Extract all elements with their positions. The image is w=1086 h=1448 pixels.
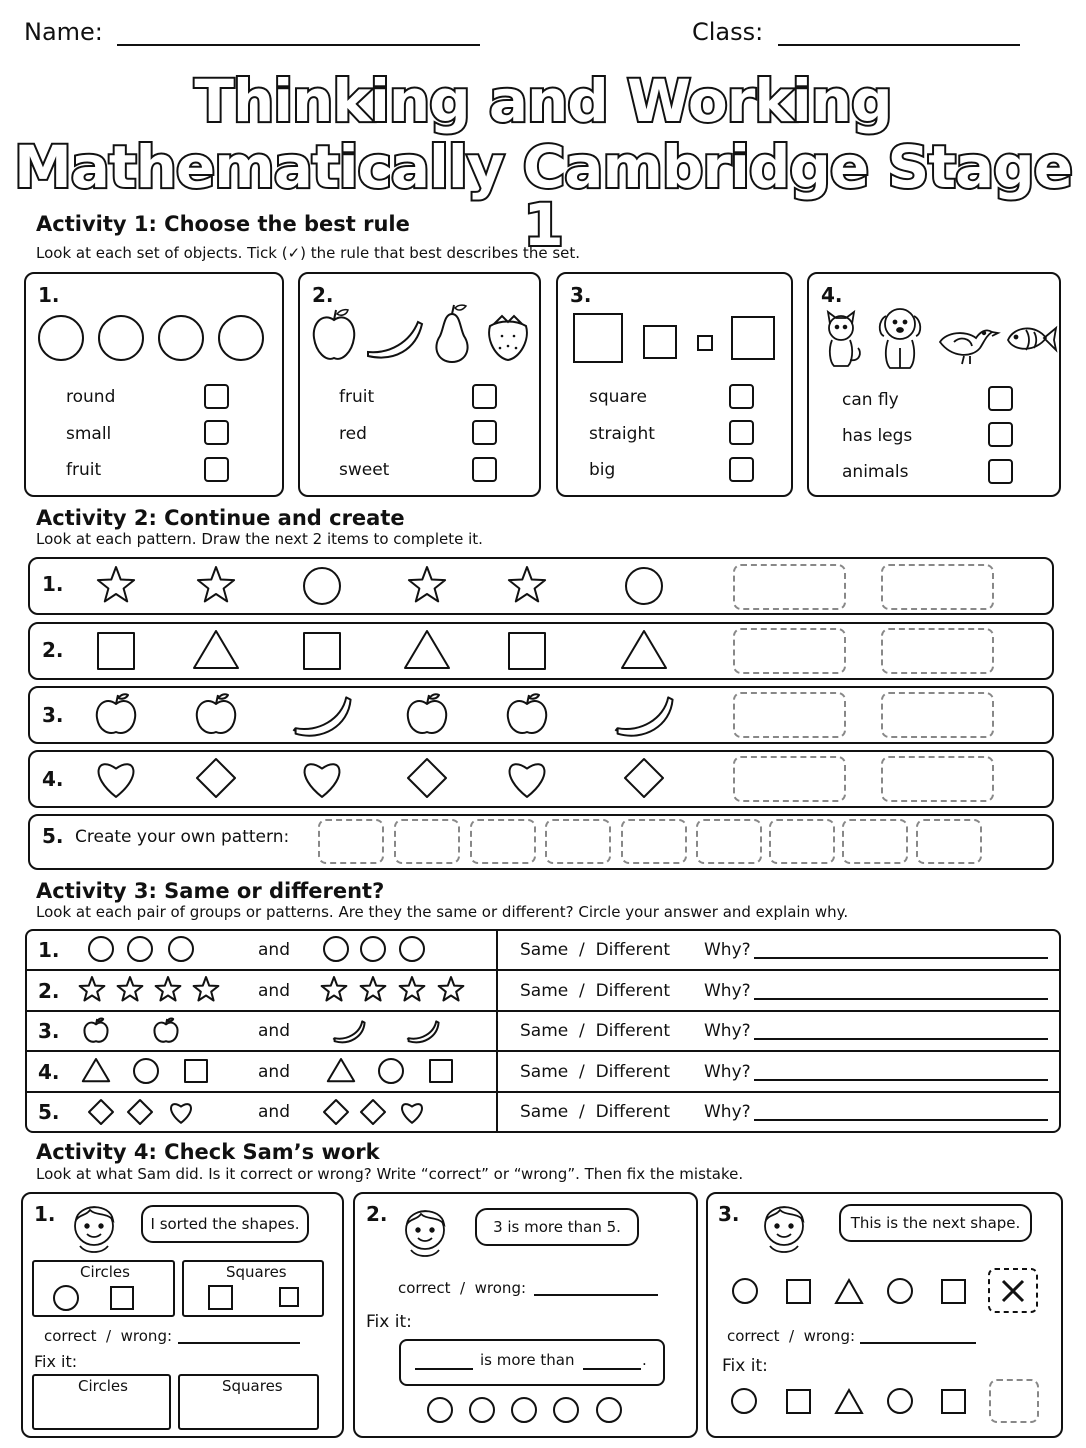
sorted-shapes [40, 1284, 320, 1314]
square-icon [430, 1060, 452, 1082]
activity4-instruction: Look at what Sam did. Is it correct or wrong? Write “correct” or “wrong”. Then fix the mistake. [36, 1165, 744, 1183]
fix-it-label: Fix it: [34, 1352, 78, 1371]
set-3-number: 3. [570, 283, 592, 307]
why-label: Why? [704, 1062, 751, 1082]
same-different-choice[interactable]: Same / Different [520, 981, 671, 1001]
apple-icon [84, 1019, 107, 1042]
circle-icon [470, 1398, 494, 1422]
activity3-heading: Activity 3: Same or different? [36, 879, 385, 903]
sam-speech-bubble: This is the next shape. [839, 1204, 1032, 1242]
set-1-option-3: fruit [66, 460, 102, 480]
fix-sentence-text: is more than [480, 1351, 575, 1369]
set-2-option-1: fruit [339, 387, 375, 407]
pattern-row-1-number: 1. [42, 572, 64, 596]
star-icon [118, 977, 143, 1001]
set-4-option-3: animals [842, 462, 909, 482]
fix-group-a-label: Circles [78, 1377, 128, 1395]
fix-it-label: Fix it: [366, 1312, 412, 1332]
and-label: and [258, 1062, 290, 1082]
banana-icon [407, 1021, 438, 1042]
circle-icon [428, 1398, 452, 1422]
correct-wrong-answer[interactable] [534, 1294, 658, 1296]
circle-icon [54, 1286, 78, 1310]
circle-icon [597, 1398, 621, 1422]
sort-group-a-label: Circles [80, 1263, 130, 1281]
sam-face-icon [397, 1204, 457, 1260]
class-label: Class: [692, 18, 764, 46]
counting-circles [425, 1396, 625, 1426]
set-4-number: 4. [821, 283, 843, 307]
square-icon [787, 1390, 810, 1413]
fix-blank-2[interactable] [583, 1368, 641, 1370]
activity4-heading: Activity 4: Check Sam’s work [36, 1140, 380, 1164]
banana-icon [333, 1021, 364, 1042]
set-3-option-1: square [589, 387, 647, 407]
correct-wrong-label: correct / wrong: [44, 1327, 173, 1345]
triangle-icon [836, 1280, 862, 1303]
activity3-instruction: Look at each pair of groups or patterns. Are they the same or different? Circle your answer and explain why. [36, 903, 849, 921]
title-line-2: Mathematically Cambridge Stage 1 [14, 133, 1072, 259]
circle-icon [888, 1389, 912, 1413]
star-icon [194, 977, 219, 1001]
set-4-option-1: can fly [842, 390, 899, 410]
set-3-option-2: straight [589, 424, 655, 444]
title-line-1: Thinking and Working [194, 67, 892, 135]
why-answer-line[interactable] [754, 1038, 1048, 1040]
compare-row-5-number: 5. [38, 1100, 60, 1124]
why-label: Why? [704, 940, 751, 960]
fix-it-label: Fix it: [722, 1356, 768, 1376]
fix-blank-1[interactable] [415, 1368, 473, 1370]
same-different-choice[interactable]: Same / Different [520, 1021, 671, 1041]
circle-icon [134, 1059, 158, 1083]
set-1-option-2: small [66, 424, 112, 444]
and-label: and [258, 981, 290, 1001]
compare-row-1-number: 1. [38, 938, 60, 962]
set-1-number: 1. [38, 283, 60, 307]
panel-2-number: 2. [366, 1202, 388, 1226]
and-label: and [258, 1021, 290, 1041]
star-icon [439, 977, 464, 1001]
pattern-row-3-number: 3. [42, 703, 64, 727]
fix-group-b-label: Squares [222, 1377, 283, 1395]
triangle-icon [836, 1390, 862, 1413]
set-2-option-3: sweet [339, 460, 390, 480]
circle-icon [379, 1059, 403, 1083]
star-icon [322, 977, 347, 1001]
set-2-option-2: red [339, 424, 367, 444]
why-label: Why? [704, 1102, 751, 1122]
same-different-choice[interactable]: Same / Different [520, 1062, 671, 1082]
apple-icon [154, 1019, 177, 1042]
circle-icon [128, 937, 152, 961]
circle-icon [169, 937, 193, 961]
star-icon [361, 977, 386, 1001]
circle-icon [89, 937, 113, 961]
sam-speech-bubble: 3 is more than 5. [475, 1208, 639, 1246]
name-label: Name: [24, 18, 103, 46]
activity1-heading: Activity 1: Choose the best rule [36, 212, 410, 236]
pattern-row-4-number: 4. [42, 767, 64, 791]
panel-3-number: 3. [718, 1202, 740, 1226]
cross-icon [1003, 1281, 1023, 1301]
compare-row-3-number: 3. [38, 1019, 60, 1043]
triangle-icon [328, 1059, 354, 1081]
circle-icon [733, 1279, 757, 1303]
star-icon [80, 977, 105, 1001]
square-icon [209, 1286, 232, 1309]
set-4-option-2: has legs [842, 426, 913, 446]
pattern-row-5-number: 5. [42, 824, 64, 848]
diamond-icon [361, 1100, 385, 1124]
set-3-option-3: big [589, 460, 616, 480]
square-icon [942, 1390, 965, 1413]
circle-icon [512, 1398, 536, 1422]
pattern-row-2-number: 2. [42, 638, 64, 662]
circle-icon [361, 937, 385, 961]
diamond-icon [128, 1100, 152, 1124]
activity2-heading: Activity 2: Continue and create [36, 506, 405, 530]
create-pattern-label: Create your own pattern: [75, 827, 290, 847]
correct-wrong-label: correct / wrong: [398, 1279, 527, 1297]
fix-next-shape-box[interactable] [989, 1379, 1039, 1423]
why-answer-line[interactable] [754, 1079, 1048, 1081]
diamond-icon [89, 1100, 113, 1124]
sam-speech-bubble: I sorted the shapes. [141, 1205, 309, 1243]
star-icon [400, 977, 425, 1001]
and-label: and [258, 1102, 290, 1122]
fix-sentence-period: . [642, 1351, 647, 1369]
set-2-number: 2. [312, 283, 334, 307]
why-label: Why? [704, 1021, 751, 1041]
square-icon [185, 1060, 207, 1082]
square-icon [942, 1280, 965, 1303]
heart-icon [402, 1104, 422, 1123]
triangle-icon [83, 1059, 109, 1081]
and-label: and [258, 940, 290, 960]
square-icon [280, 1288, 298, 1306]
activity2-instruction: Look at each pattern. Draw the next 2 items to complete it. [36, 530, 483, 548]
circle-icon [732, 1389, 756, 1413]
compare-row-4-number: 4. [38, 1060, 60, 1084]
sam-shape-sequence [728, 1266, 1048, 1316]
correct-wrong-answer[interactable] [178, 1342, 300, 1344]
heart-icon [171, 1104, 191, 1123]
circle-icon [400, 937, 424, 961]
activity1-instruction: Look at each set of objects. Tick (✓) the rule that best describes the set. [36, 244, 581, 262]
same-different-choice[interactable]: Same / Different [520, 940, 671, 960]
star-icon [156, 977, 181, 1001]
sort-group-b-label: Squares [226, 1263, 287, 1281]
sam-face-icon [756, 1200, 816, 1256]
circle-icon [554, 1398, 578, 1422]
why-answer-line[interactable] [754, 957, 1048, 959]
square-icon [111, 1287, 133, 1309]
set-1-option-1: round [66, 387, 116, 407]
panel-1-number: 1. [34, 1202, 56, 1226]
why-label: Why? [704, 981, 751, 1001]
circle-icon [888, 1279, 912, 1303]
sam-face-icon [66, 1200, 126, 1256]
same-different-choice[interactable]: Same / Different [520, 1102, 671, 1122]
why-answer-line[interactable] [754, 998, 1048, 1000]
compare-row-2-number: 2. [38, 979, 60, 1003]
correct-wrong-label: correct / wrong: [727, 1327, 856, 1345]
why-answer-line[interactable] [754, 1119, 1048, 1121]
diamond-icon [324, 1100, 348, 1124]
circle-icon [324, 937, 348, 961]
square-icon [787, 1280, 810, 1303]
correct-wrong-answer[interactable] [860, 1342, 976, 1344]
